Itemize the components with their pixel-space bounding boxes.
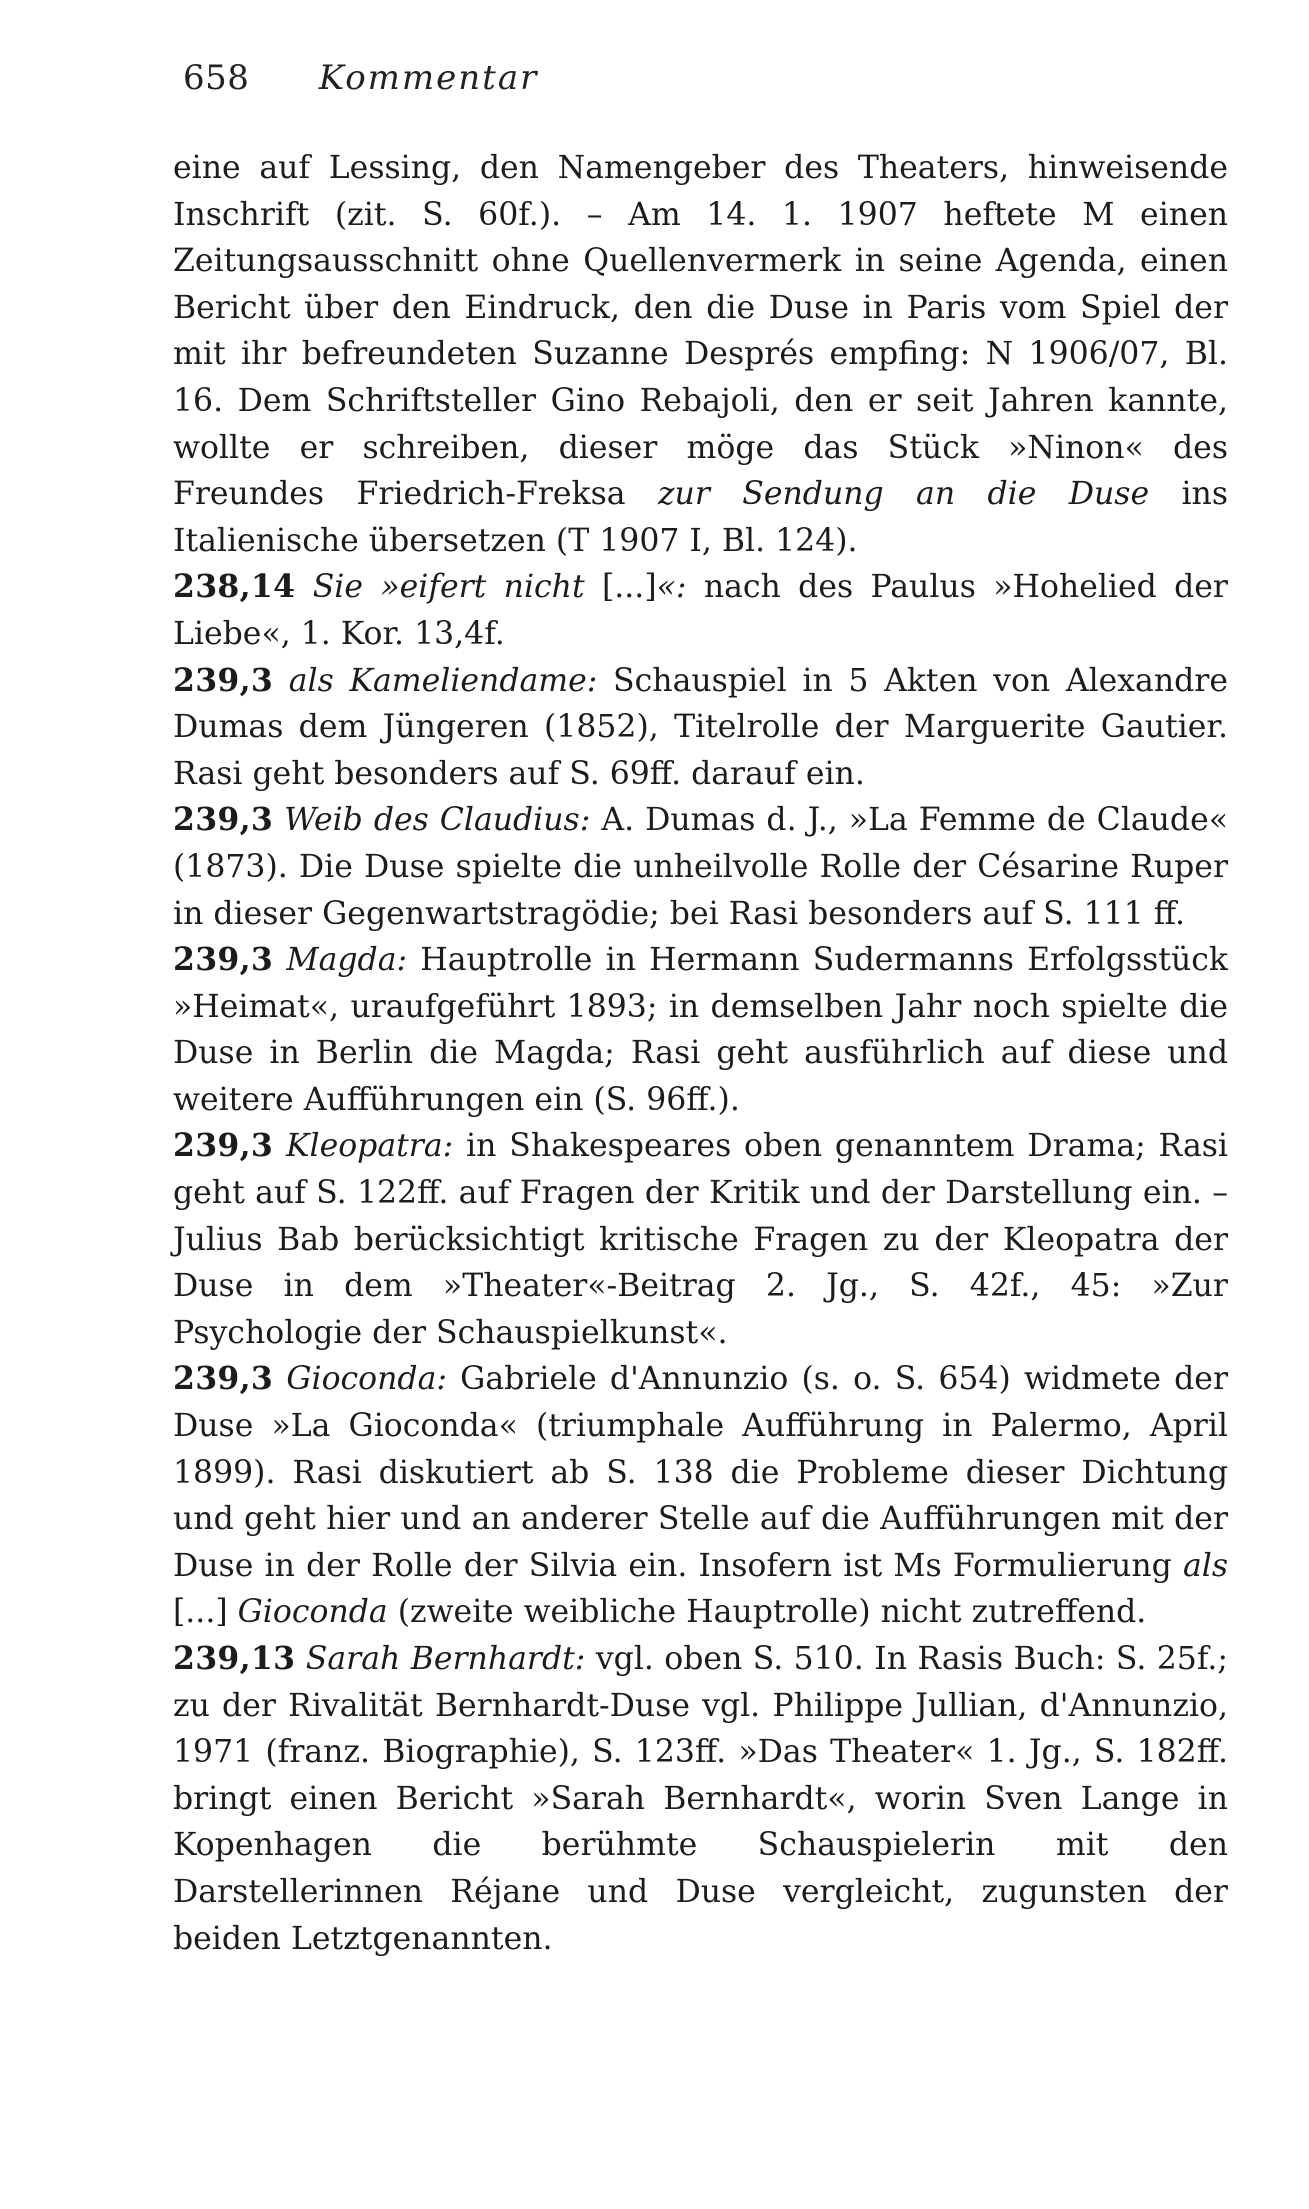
running-title: Kommentar — [318, 58, 539, 98]
lemma-italic: Gioconda — [237, 1594, 388, 1631]
commentary-entry — [173, 797, 1228, 937]
lemma-italic: Magda: — [286, 942, 408, 979]
lemma-italic: Sarah Bernhardt: — [305, 1641, 586, 1677]
intro-paragraph — [173, 145, 1228, 564]
commentary-entries — [173, 564, 1228, 1962]
lemma-italic: Sie »eifert nicht — [312, 569, 602, 606]
entry-text: [...] — [601, 569, 657, 606]
lemma-italic: Gioconda: — [286, 1361, 447, 1398]
intro-text-2: ins Italienische übersetzen (T 1907 I, Bl. 124). — [173, 476, 1229, 559]
line-reference: 239,3 — [173, 941, 274, 979]
lemma-italic: «: — [656, 569, 687, 606]
lemma-italic: Kleopatra: — [285, 1128, 454, 1165]
line-reference: 239,3 — [173, 1360, 274, 1398]
running-header — [183, 58, 538, 98]
entry-text: nach des Paulus »Hohelied der Liebe«, 1. Kor. 13,4f. — [173, 569, 1228, 652]
page-number: 658 — [183, 58, 250, 98]
commentary-entry — [173, 1636, 1228, 1962]
line-reference: 239,3 — [173, 801, 274, 839]
commentary-entry — [173, 658, 1228, 798]
entry-text: in Shakespeares oben genanntem Drama; Rasi geht auf S. 122ff. auf Fragen der Kritik und der Darstellung ein. – Julius Bab berücksichtigt kritische Fragen zu der Kleopatra der Duse in dem »Theater«-Beitrag 2. Jg., S. 42f., 45: »Zur Psychologie der Schauspielkunst«. — [173, 1128, 1228, 1351]
line-reference: 238,14 — [173, 568, 296, 606]
lemma-italic: Weib des Claudius: — [284, 802, 591, 839]
entry-text: A. Dumas d. J., »La Femme de Claude« (1873). Die Duse spielte die unheilvolle Rolle der Césarine Ruper in dieser Gegenwartstragödie; bei Rasi besonders auf S. 111 ff. — [173, 802, 1228, 932]
commentary-entry — [173, 564, 1228, 657]
intro-text-1: eine auf Lessing, den Namengeber des Theaters, hinweisende Inschrift (zit. S. 60f.). – Am 14. 1. 1907 heftete M einen Zeitungsausschnitt ohne Quellenvermerk in seine Agenda, einen Bericht über den Eindruck, den die Duse in Paris vom Spiel der mit ihr befreundeten Suzanne Després empfing: N 1906/07, Bl. 16. Dem Schriftsteller Gino Rebajoli, den er seit Jahren kannte, wollte er schreiben, dieser möge das Stück »Ninon« des Freundes Friedrich-Freksa — [173, 150, 1228, 513]
entry-text: Hauptrolle in Hermann Sudermanns Erfolgsstück »Heimat«, uraufgeführt 1893; in demselben Jahr noch spielte die Duse in Berlin die Magda; Rasi geht ausführlich auf diese und weitere Aufführungen ein (S. 96ff.). — [173, 942, 1228, 1118]
line-reference: 239,3 — [173, 1127, 274, 1165]
commentary-body — [173, 145, 1228, 1962]
intro-italic: zur Sendung an die Duse — [657, 476, 1150, 513]
commentary-entry — [173, 1356, 1228, 1636]
line-reference: 239,3 — [173, 661, 274, 699]
lemma-italic: als Kameliendame: — [288, 662, 598, 699]
entry-text: [...] — [173, 1594, 238, 1631]
entry-text: Schauspiel in 5 Akten von Alexandre Dumas dem Jüngeren (1852), Titelrolle der Marguerite Gautier. Rasi geht besonders auf S. 69ff. darauf ein. — [173, 662, 1228, 792]
entry-text: vgl. oben S. 510. In Rasis Buch: S. 25f.; zu der Rivalität Bernhardt-Duse vgl. Philippe Jullian, d'Annunzio, 1971 (franz. Biographie), S. 123ff. »Das Theater« 1. Jg., S. 182ff. bringt einen Bericht »Sarah Bernhardt«, worin Sven Lange in Kopenhagen die berühmte Schauspielerin mit den Darstellerinnen Réjane und Duse vergleicht, zugunsten der beiden Letztgenannten. — [173, 1641, 1229, 1957]
entry-text: Gabriele d'Annunzio (s. o. S. 654) widmete der Duse »La Gioconda« (triumphale Aufführung in Palermo, April 1899). Rasi diskutiert ab S. 138 die Probleme dieser Dichtung und geht hier und an anderer Stelle auf die Aufführungen mit der Duse in der Rolle der Silvia ein. Insofern ist Ms Formulierung — [173, 1361, 1228, 1584]
lemma-italic: als — [1182, 1547, 1228, 1584]
line-reference: 239,13 — [173, 1640, 296, 1677]
commentary-entry — [173, 1123, 1228, 1356]
commentary-entry — [173, 937, 1228, 1123]
entry-text: (zweite weibliche Hauptrolle) nicht zutreffend. — [387, 1594, 1147, 1631]
